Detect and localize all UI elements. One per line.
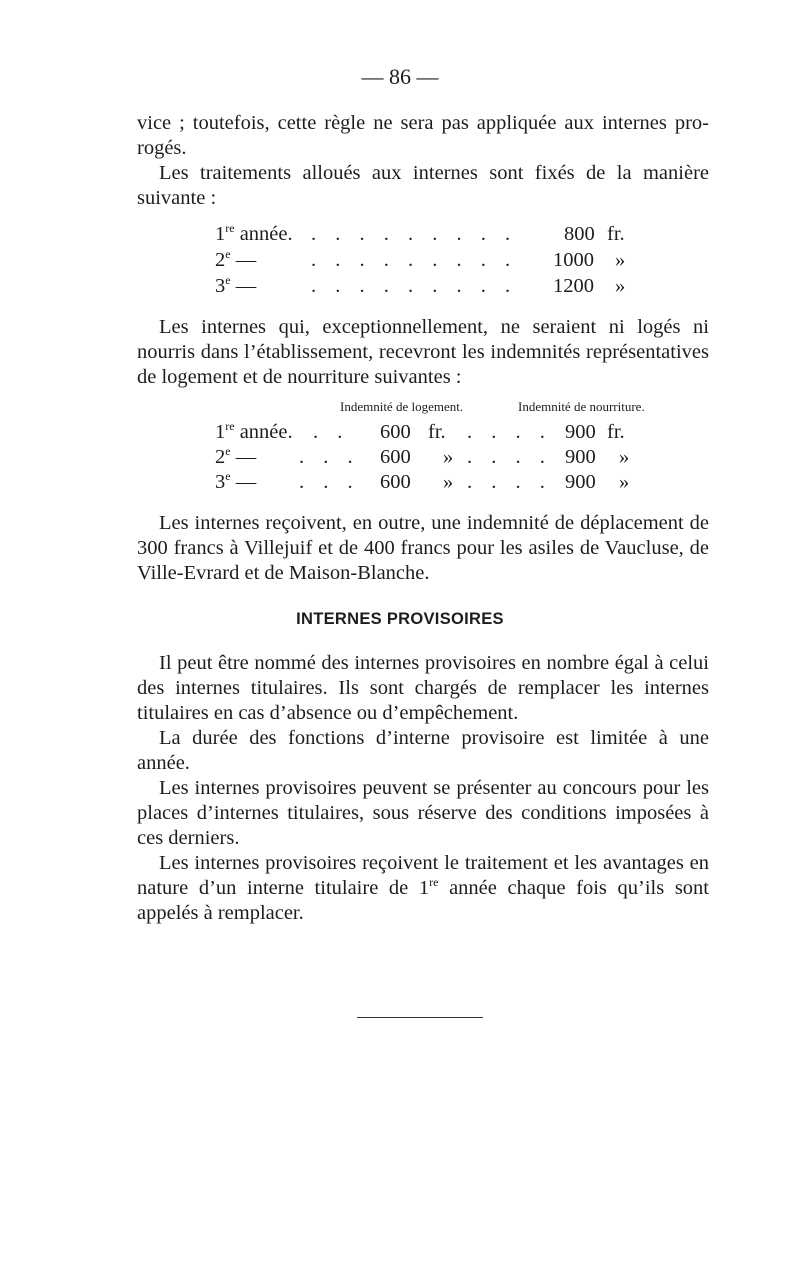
section-heading: INTERNES PROVISOIRES [296,610,504,628]
salary-row [215,249,635,275]
food-unit: » [619,471,630,493]
leader-dots: . . [313,421,350,443]
salary-amount: 1200 [553,275,594,297]
paragraph-travel-allowance: Les internes reçoivent, en outre, une indemnité de déplacement de 300 francs à Villejuif et de 400 francs pour les asiles de Vaucluse, de Ville-Evrard et de Maison-Blanche. [137,512,709,584]
text-block-indemnities [137,315,709,390]
page-number: — 86 — [361,64,439,89]
indemnity-row [215,471,645,497]
lodging-amount: 600 [380,421,411,443]
text-block-travel [137,511,709,586]
indemnity-year: 2e — [215,444,257,468]
lodging-amount: 600 [380,471,411,493]
salary-year: 3e — [215,273,257,297]
leader-dots: . . . . [467,421,552,443]
food-amount: 900 [565,421,596,443]
lodging-unit: » [443,471,454,493]
food-unit: fr. [607,421,625,443]
salary-year: 1re année. [215,221,293,245]
leader-dots: . . . [299,471,360,493]
column-header-lodging: Indemnité de logement. [340,399,464,414]
paragraph-competition: Les internes provisoires peuvent se présenter au concours pour les places d’internes titulaires, sous réserve des conditions imposées à ces derniers. [137,777,709,849]
lodging-unit: » [443,446,454,468]
text-block-top [137,111,709,211]
column-header-food: Indemnité de nourriture. [518,399,645,414]
salary-unit: fr. [607,223,625,245]
salary-row [215,275,635,301]
salary-amount: 1000 [553,249,594,271]
salary-row [215,223,635,249]
leader-dots: . . . . . . . . . [311,275,518,297]
food-amount: 900 [565,471,596,493]
leader-dots: . . . [299,446,360,468]
indemnity-row [215,421,645,447]
food-amount: 900 [565,446,596,468]
leader-dots: . . . . . . . . . [311,223,518,245]
leader-dots: . . . . . . . . . [311,249,518,271]
closing-rule [357,1017,483,1018]
paragraph-treatment: Les internes provisoires reçoivent le traitement et les avantages en nature d’un interne titulaire de 1re année chaque fois qu’ils sont appelés à remplacer. [137,852,709,924]
salary-amount: 800 [564,223,595,245]
salary-year: 2e — [215,247,257,271]
paragraph-indemnities: Les internes qui, exceptionnellement, ne seraient ni logés ni nourris dans l’établissement, recevront les indemnités représentatives de logement et de nourriture suivantes : [137,316,709,388]
paragraph-continuation: vice ; toutefois, cette règle ne sera pas appliquée aux internes pro-rogés. [137,112,709,159]
indemnity-year: 3e — [215,469,257,493]
leader-dots: . . . . [467,446,552,468]
indemnity-year: 1re année. [215,419,293,443]
indemnity-row [215,446,645,472]
paragraph-appointment: Il peut être nommé des internes provisoires en nombre égal à celui des internes titulaires. Ils sont chargés de remplacer les internes titulaires en cas d’absence ou d’empêchement. [137,652,709,724]
paragraph-salaries-intro: Les traitements alloués aux internes sont fixés de la manière suivante : [137,162,709,209]
lodging-unit: fr. [428,421,446,443]
leader-dots: . . . . [467,471,552,493]
food-unit: » [619,446,630,468]
salary-unit: » [615,275,626,297]
paragraph-duration: La durée des fonctions d’interne provisoire est limitée à une année. [137,727,709,774]
salary-unit: » [615,249,626,271]
lodging-amount: 600 [380,446,411,468]
text-block-provisional [137,651,709,926]
